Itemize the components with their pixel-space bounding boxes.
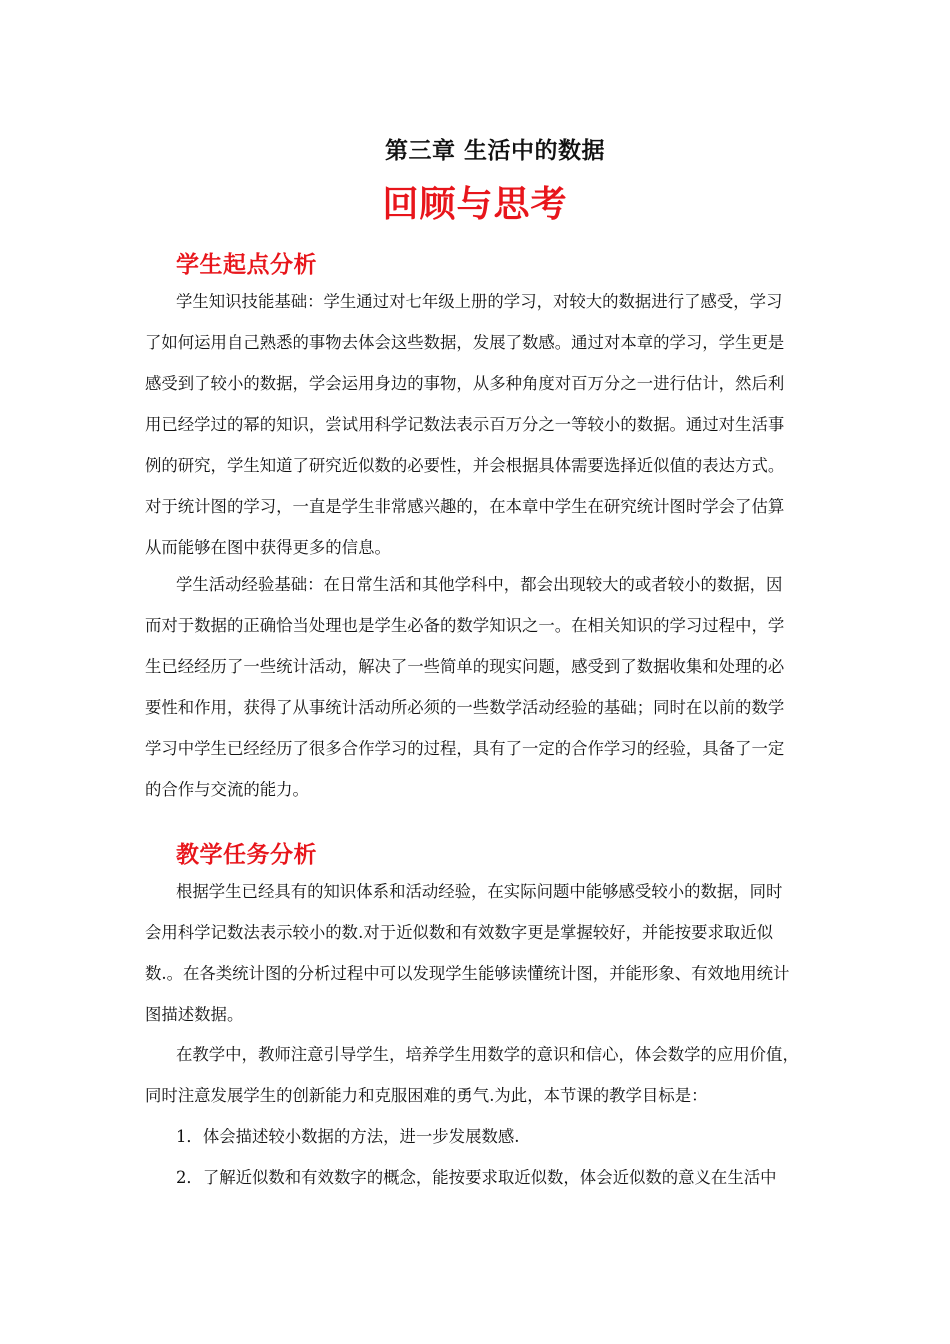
section-heading-task-analysis: 教学任务分析 [176, 841, 317, 868]
paragraph-line: 对于统计图的学习，一直是学生非常感兴趣的，在本章中学生在研究统计图时学会了估算 [145, 497, 785, 516]
paragraph-line: 会用科学记数法表示较小的数.对于近似数和有效数字更是掌握较好，并能按要求取近似 [145, 923, 774, 942]
paragraph-line: 要性和作用，获得了从事统计活动所必须的一些数学活动经验的基础；同时在以前的数学 [145, 698, 785, 717]
paragraph-line: 例的研究，学生知道了研究近似数的必要性，并会根据具体需要选择近似值的表达方式。 [145, 456, 785, 475]
section-heading-student-analysis: 学生起点分析 [176, 251, 317, 278]
paragraph-activity-foundation [145, 564, 807, 810]
paragraph-line: 学习中学生已经经历了很多合作学习的过程，具有了一定的合作学习的经验，具备了一定 [145, 739, 785, 758]
paragraph-task-analysis [145, 871, 807, 1035]
paragraph-knowledge-foundation [145, 281, 807, 568]
paragraph-line: 学生活动经验基础：在日常生活和其他学科中，都会出现较大的或者较小的数据，因 [176, 575, 783, 594]
chapter-title: 第三章 生活中的数据 [384, 137, 605, 164]
paragraph-line: 而对于数据的正确恰当处理也是学生必备的数学知识之一。在相关知识的学习过程中，学 [145, 616, 785, 635]
paragraph-line: 生已经经历了一些统计活动，解决了一些简单的现实问题，感受到了数据收集和处理的必 [145, 657, 785, 676]
paragraph-line: 数.。在各类统计图的分析过程中可以发现学生能够读懂统计图，并能形象、有效地用统计 [145, 964, 790, 983]
paragraph-line: 从而能够在图中获得更多的信息。 [145, 538, 391, 557]
paragraph-line: 的合作与交流的能力。 [145, 780, 309, 799]
paragraph-line: 感受到了较小的数据，学会运用身边的事物，从多种角度对百万分之一进行估计，然后利 [145, 374, 785, 393]
paragraph-line: 了如何运用自己熟悉的事物去体会这些数据，发展了数感。通过对本章的学习，学生更是 [145, 333, 785, 352]
paragraph-teaching-goals-intro [145, 1034, 807, 1116]
paragraph-line: 根据学生已经具有的知识体系和活动经验，在实际问题中能够感受较小的数据，同时 [176, 882, 783, 901]
main-title: 回顾与思考 [382, 183, 568, 225]
paragraph-line: 图描述数据。 [145, 1005, 244, 1024]
goal-list-item-1: 1．体会描述较小数据的方法，进一步发展数感. [176, 1127, 520, 1146]
paragraph-line: 在教学中，教师注意引导学生，培养学生用数学的意识和信心，体会数学的应用价值， [176, 1045, 799, 1064]
goal-list-item-2: 2．了解近似数和有效数字的概念，能按要求取近似数，体会近似数的意义在生活中 [176, 1168, 777, 1187]
paragraph-line: 同时注意发展学生的创新能力和克服困难的勇气.为此，本节课的教学目标是： [145, 1086, 708, 1105]
paragraph-line: 学生知识技能基础：学生通过对七年级上册的学习，对较大的数据进行了感受，学习 [176, 292, 783, 311]
paragraph-line: 用已经学过的幂的知识，尝试用科学记数法表示百万分之一等较小的数据。通过对生活事 [145, 415, 785, 434]
